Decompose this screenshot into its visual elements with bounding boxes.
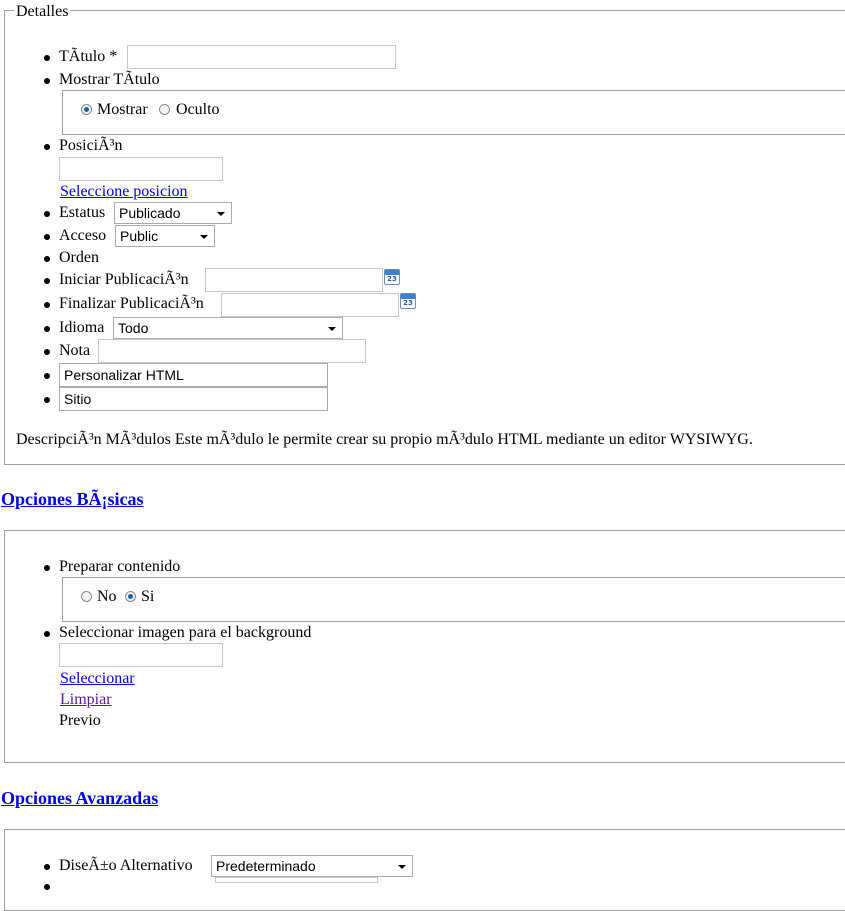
start-publish-label: Iniciar PublicaciÃ³n (59, 271, 189, 288)
access-select[interactable] (115, 225, 215, 247)
show-title-label: Mostrar TÃtulo (59, 71, 160, 88)
select-image-link[interactable]: Seleccionar (60, 670, 135, 687)
select-position-link[interactable]: Seleccione posicion (60, 183, 188, 200)
list-bullet (44, 78, 50, 84)
calendar-icon[interactable] (384, 269, 400, 285)
note-input[interactable] (98, 339, 366, 363)
list-bullet (44, 144, 50, 150)
list-bullet (44, 326, 50, 332)
prepare-content-radio-group (62, 577, 845, 622)
prepare-content-radio-si[interactable] (125, 591, 136, 602)
language-select-value: Todo (118, 320, 149, 336)
background-image-label: Seleccionar imagen para el background (59, 624, 312, 641)
list-bullet (44, 349, 50, 355)
show-title-radio-mostrar[interactable] (81, 104, 92, 115)
chevron-down-icon (217, 212, 225, 216)
module-description: DescripciÃ³n MÃ³dulos Este mÃ³dulo le permite crear su propio mÃ³dulo HTML mediante un editor WYSIWYG. (16, 431, 753, 448)
language-select[interactable] (113, 317, 343, 339)
list-bullet (44, 631, 50, 637)
chevron-down-icon (200, 235, 208, 239)
list-bullet (44, 864, 50, 870)
show-title-option-mostrar[interactable]: Mostrar (97, 101, 148, 118)
site-field[interactable]: Sitio (59, 387, 328, 411)
status-label: Estatus (59, 204, 106, 221)
chevron-down-icon (398, 865, 406, 869)
prepare-content-option-si[interactable]: Si (141, 588, 155, 605)
list-bullet (44, 256, 50, 262)
alt-layout-select-value: Predeterminado (216, 858, 316, 874)
basic-options-heading[interactable]: Opciones BÃ¡sicas (1, 489, 144, 509)
access-select-value: Public (120, 228, 159, 244)
list-bullet (44, 884, 50, 890)
list-bullet (44, 234, 50, 240)
end-publish-input[interactable] (221, 293, 399, 317)
calendar-icon-day: 23 (387, 275, 397, 283)
chevron-down-icon (328, 327, 336, 331)
position-label: PosiciÃ³n (59, 137, 123, 154)
list-bullet (44, 565, 50, 571)
advanced-options-heading[interactable]: Opciones Avanzadas (1, 788, 159, 808)
calendar-icon-day: 23 (403, 299, 413, 307)
title-label: TÃtulo * (59, 48, 118, 65)
start-publish-input[interactable] (205, 268, 383, 292)
list-bullet (44, 302, 50, 308)
alt-layout-label: DiseÃ±o Alternativo (59, 857, 193, 874)
position-input[interactable] (59, 157, 223, 181)
list-bullet (44, 373, 50, 379)
details-legend: Detalles (16, 3, 69, 20)
list-bullet (44, 397, 50, 403)
prepare-content-label: Preparar contenido (59, 558, 181, 575)
status-select-value: Publicado (119, 205, 181, 221)
show-title-radio-oculto[interactable] (159, 104, 170, 115)
preview-label: Previo (59, 712, 101, 729)
custom-html-field[interactable]: Personalizar HTML (59, 363, 328, 387)
order-label: Orden (59, 249, 99, 266)
prepare-content-radio-no[interactable] (81, 591, 92, 602)
background-image-input[interactable] (59, 643, 223, 667)
list-bullet (44, 211, 50, 217)
status-select[interactable] (114, 202, 232, 224)
calendar-icon[interactable] (400, 293, 416, 309)
prepare-content-option-no[interactable]: No (97, 588, 117, 605)
access-label: Acceso (59, 227, 107, 244)
list-bullet (44, 55, 50, 61)
language-label: Idioma (59, 319, 105, 336)
list-bullet (44, 278, 50, 284)
show-title-option-oculto[interactable]: Oculto (176, 101, 220, 118)
note-label: Nota (59, 342, 91, 359)
next-row-input[interactable] (215, 877, 378, 883)
title-input[interactable] (127, 45, 396, 69)
end-publish-label: Finalizar PublicaciÃ³n (59, 295, 204, 312)
clear-image-link[interactable]: Limpiar (60, 691, 112, 708)
alt-layout-select[interactable] (211, 855, 413, 877)
